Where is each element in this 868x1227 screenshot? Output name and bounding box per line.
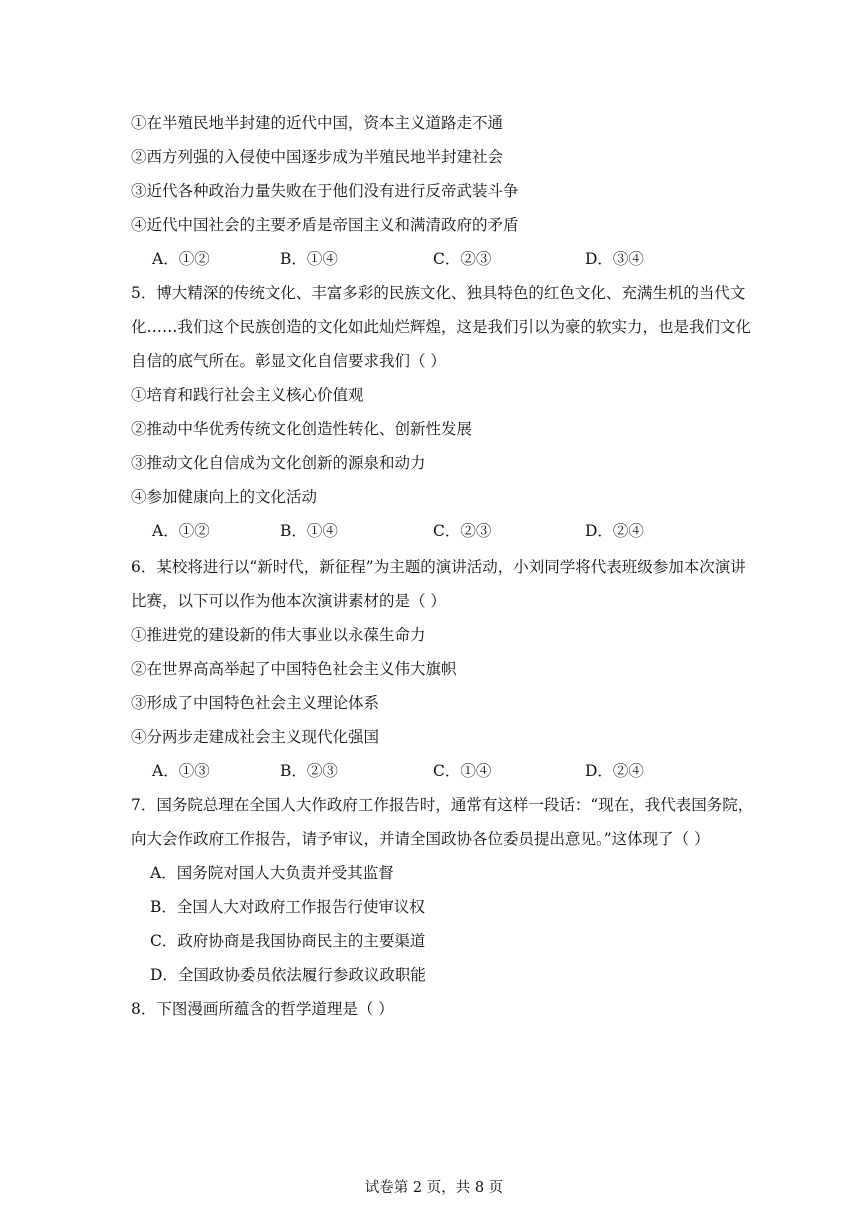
q5-options bbox=[152, 521, 672, 541]
q5-option-b[interactable]: B．①④ bbox=[280, 522, 338, 540]
q5-item-2: ②推动中华优秀传统文化创造性转化、创新性发展 bbox=[131, 420, 473, 438]
q4-option-a[interactable]: A．①② bbox=[152, 250, 210, 268]
q6-options bbox=[152, 761, 672, 781]
q4-option-b[interactable]: B．①④ bbox=[280, 250, 338, 268]
q6-item-2: ②在世界高高举起了中国特色社会主义伟大旗帜 bbox=[131, 660, 457, 678]
q6-item-4: ④分两步走建成社会主义现代化强国 bbox=[131, 728, 380, 746]
q8-stem: 8．下图漫画所蕴含的哲学道理是（ ） bbox=[131, 1000, 394, 1018]
q6-item-1: ①推进党的建设新的伟大事业以永葆生命力 bbox=[131, 626, 426, 644]
q7-option-a[interactable]: A．国务院对国人大负责并受其监督 bbox=[150, 864, 394, 882]
q5-item-4: ④参加健康向上的文化活动 bbox=[131, 488, 318, 506]
q7-option-b[interactable]: B．全国人大对政府工作报告行使审议权 bbox=[150, 898, 425, 916]
q6-option-b[interactable]: B．②③ bbox=[280, 762, 338, 780]
q5-stem-line-1: 5．博大精深的传统文化、丰富多彩的民族文化、独具特色的红色文化、充满生机的当代文 bbox=[131, 284, 746, 302]
q4-item-4: ④近代中国社会的主要矛盾是帝国主义和满清政府的矛盾 bbox=[131, 216, 519, 234]
q6-item-3: ③形成了中国特色社会主义理论体系 bbox=[131, 694, 380, 712]
q4-item-2: ②西方列强的入侵使中国逐步成为半殖民地半封建社会 bbox=[131, 148, 504, 166]
q6-stem-line-1: 6．某校将进行以“新时代，新征程”为主题的演讲活动，小刘同学将代表班级参加本次演讲 bbox=[131, 558, 746, 576]
q5-item-3: ③推动文化自信成为文化创新的源泉和动力 bbox=[131, 454, 426, 472]
q4-options bbox=[152, 249, 672, 269]
q6-option-c[interactable]: C．①④ bbox=[433, 762, 492, 780]
q5-item-1: ①培育和践行社会主义核心价值观 bbox=[131, 386, 364, 404]
q4-item-3: ③近代各种政治力量失败在于他们没有进行反帝武装斗争 bbox=[131, 182, 519, 200]
q4-item-1: ①在半殖民地半封建的近代中国，资本主义道路走不通 bbox=[131, 114, 504, 132]
q5-option-c[interactable]: C．②③ bbox=[433, 522, 492, 540]
page-footer: 试卷第 2 页，共 8 页 bbox=[364, 1180, 504, 1196]
q5-option-a[interactable]: A．①② bbox=[152, 522, 210, 540]
q4-option-c[interactable]: C．②③ bbox=[433, 250, 492, 268]
q6-option-d[interactable]: D．②④ bbox=[585, 762, 644, 780]
q4-option-d[interactable]: D．③④ bbox=[585, 250, 644, 268]
q6-option-a[interactable]: A．①③ bbox=[152, 762, 210, 780]
q7-option-c[interactable]: C．政府协商是我国协商民主的主要渠道 bbox=[150, 932, 426, 950]
q7-stem-line-2: 向大会作政府工作报告，请予审议，并请全国政协各位委员提出意见。”这体现了（ ） bbox=[131, 830, 710, 848]
q5-stem-line-2: 化……我们这个民族创造的文化如此灿烂辉煌，这是我们引以为豪的软实力，也是我们文化 bbox=[131, 318, 752, 336]
q5-option-d[interactable]: D．②④ bbox=[585, 522, 644, 540]
q5-stem-line-3: 自信的底气所在。彰显文化自信要求我们（ ） bbox=[131, 352, 446, 370]
q7-stem-line-1: 7．国务院总理在全国人大作政府工作报告时，通常有这样一段话：“现在，我代表国务院， bbox=[131, 796, 754, 814]
q6-stem-line-2: 比赛，以下可以作为他本次演讲素材的是（ ） bbox=[131, 592, 446, 610]
q7-option-d[interactable]: D．全国政协委员依法履行参政议政职能 bbox=[150, 966, 426, 984]
